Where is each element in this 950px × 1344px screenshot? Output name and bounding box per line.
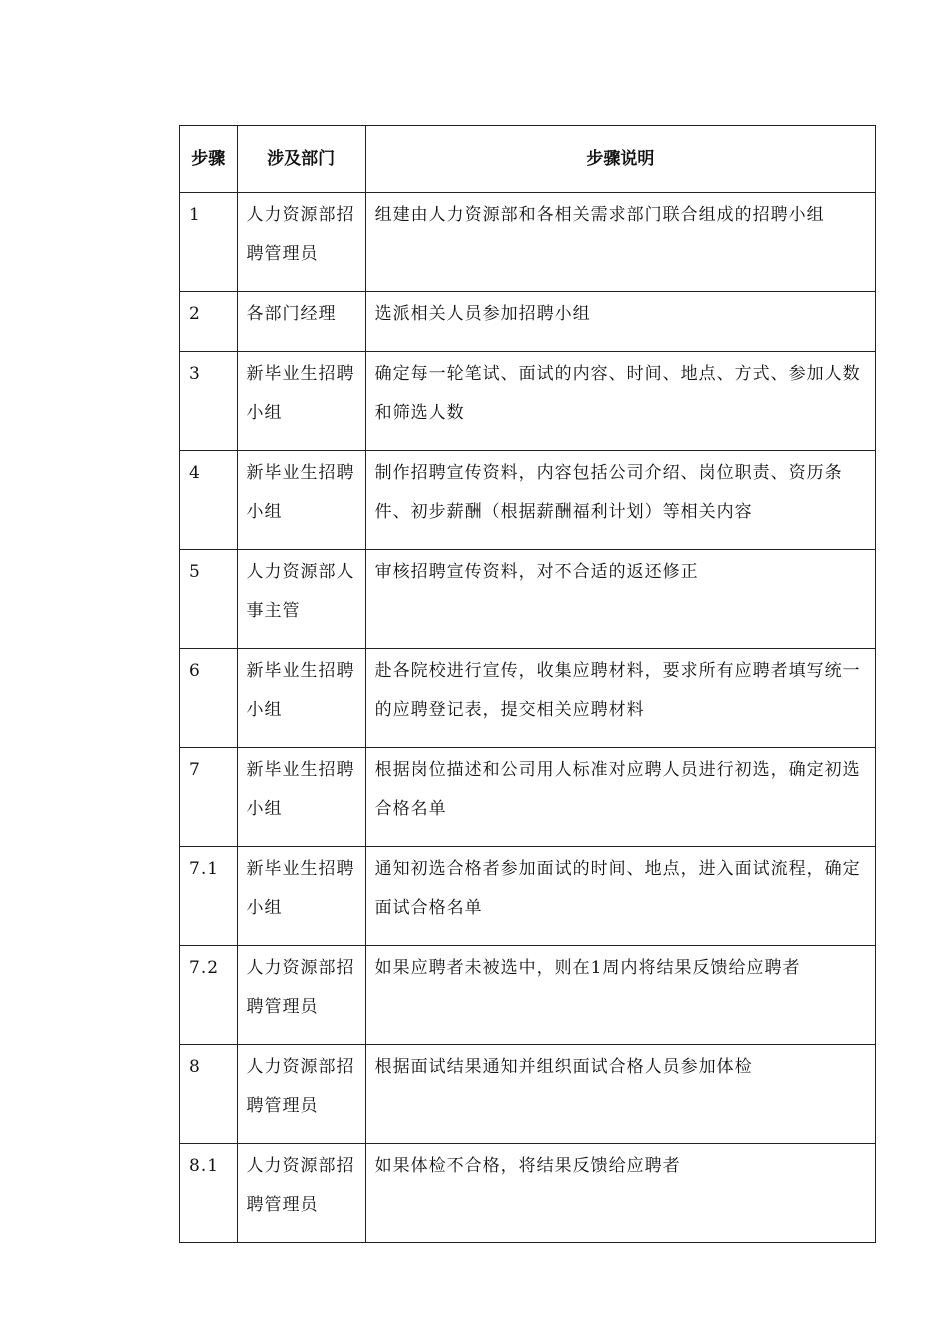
dept-cell: 人力资源部招聘管理员 bbox=[237, 1045, 365, 1144]
desc-cell: 根据面试结果通知并组织面试合格人员参加体检 bbox=[365, 1045, 875, 1144]
table-row bbox=[180, 292, 876, 352]
dept-cell: 新毕业生招聘小组 bbox=[237, 451, 365, 550]
dept-cell: 新毕业生招聘小组 bbox=[237, 352, 365, 451]
step-cell: 1 bbox=[180, 193, 238, 292]
desc-cell: 审核招聘宣传资料，对不合适的返还修正 bbox=[365, 550, 875, 649]
desc-cell: 通知初选合格者参加面试的时间、地点，进入面试流程，确定面试合格名单 bbox=[365, 847, 875, 946]
table-row bbox=[180, 1144, 876, 1243]
recruitment-steps-table bbox=[179, 125, 876, 1243]
table-row bbox=[180, 550, 876, 649]
step-cell: 8 bbox=[180, 1045, 238, 1144]
table-row bbox=[180, 748, 876, 847]
step-cell: 7.1 bbox=[180, 847, 238, 946]
dept-cell: 人力资源部招聘管理员 bbox=[237, 946, 365, 1045]
table-row bbox=[180, 1045, 876, 1144]
step-cell: 8.1 bbox=[180, 1144, 238, 1243]
dept-cell: 新毕业生招聘小组 bbox=[237, 748, 365, 847]
table-row bbox=[180, 352, 876, 451]
desc-cell: 制作招聘宣传资料，内容包括公司介绍、岗位职责、资历条件、初步薪酬（根据薪酬福利计划）等相关内容 bbox=[365, 451, 875, 550]
step-cell: 5 bbox=[180, 550, 238, 649]
step-cell: 7 bbox=[180, 748, 238, 847]
step-cell: 6 bbox=[180, 649, 238, 748]
header-step: 步骤 bbox=[180, 126, 238, 193]
desc-cell: 如果体检不合格，将结果反馈给应聘者 bbox=[365, 1144, 875, 1243]
desc-cell: 组建由人力资源部和各相关需求部门联合组成的招聘小组 bbox=[365, 193, 875, 292]
step-cell: 2 bbox=[180, 292, 238, 352]
table-row bbox=[180, 847, 876, 946]
dept-cell: 新毕业生招聘小组 bbox=[237, 649, 365, 748]
desc-cell: 根据岗位描述和公司用人标准对应聘人员进行初选，确定初选合格名单 bbox=[365, 748, 875, 847]
desc-cell: 赴各院校进行宣传，收集应聘材料，要求所有应聘者填写统一的应聘登记表，提交相关应聘材料 bbox=[365, 649, 875, 748]
step-cell: 3 bbox=[180, 352, 238, 451]
header-desc: 步骤说明 bbox=[365, 126, 875, 193]
dept-cell: 人力资源部人事主管 bbox=[237, 550, 365, 649]
step-cell: 7.2 bbox=[180, 946, 238, 1045]
table-header-row bbox=[180, 126, 876, 193]
desc-cell: 如果应聘者未被选中，则在1周内将结果反馈给应聘者 bbox=[365, 946, 875, 1045]
table-row bbox=[180, 451, 876, 550]
header-dept: 涉及部门 bbox=[237, 126, 365, 193]
desc-cell: 确定每一轮笔试、面试的内容、时间、地点、方式、参加人数和筛选人数 bbox=[365, 352, 875, 451]
table-row bbox=[180, 946, 876, 1045]
dept-cell: 人力资源部招聘管理员 bbox=[237, 193, 365, 292]
dept-cell: 人力资源部招聘管理员 bbox=[237, 1144, 365, 1243]
dept-cell: 各部门经理 bbox=[237, 292, 365, 352]
table-row bbox=[180, 193, 876, 292]
desc-cell: 选派相关人员参加招聘小组 bbox=[365, 292, 875, 352]
table-row bbox=[180, 649, 876, 748]
step-cell: 4 bbox=[180, 451, 238, 550]
dept-cell: 新毕业生招聘小组 bbox=[237, 847, 365, 946]
